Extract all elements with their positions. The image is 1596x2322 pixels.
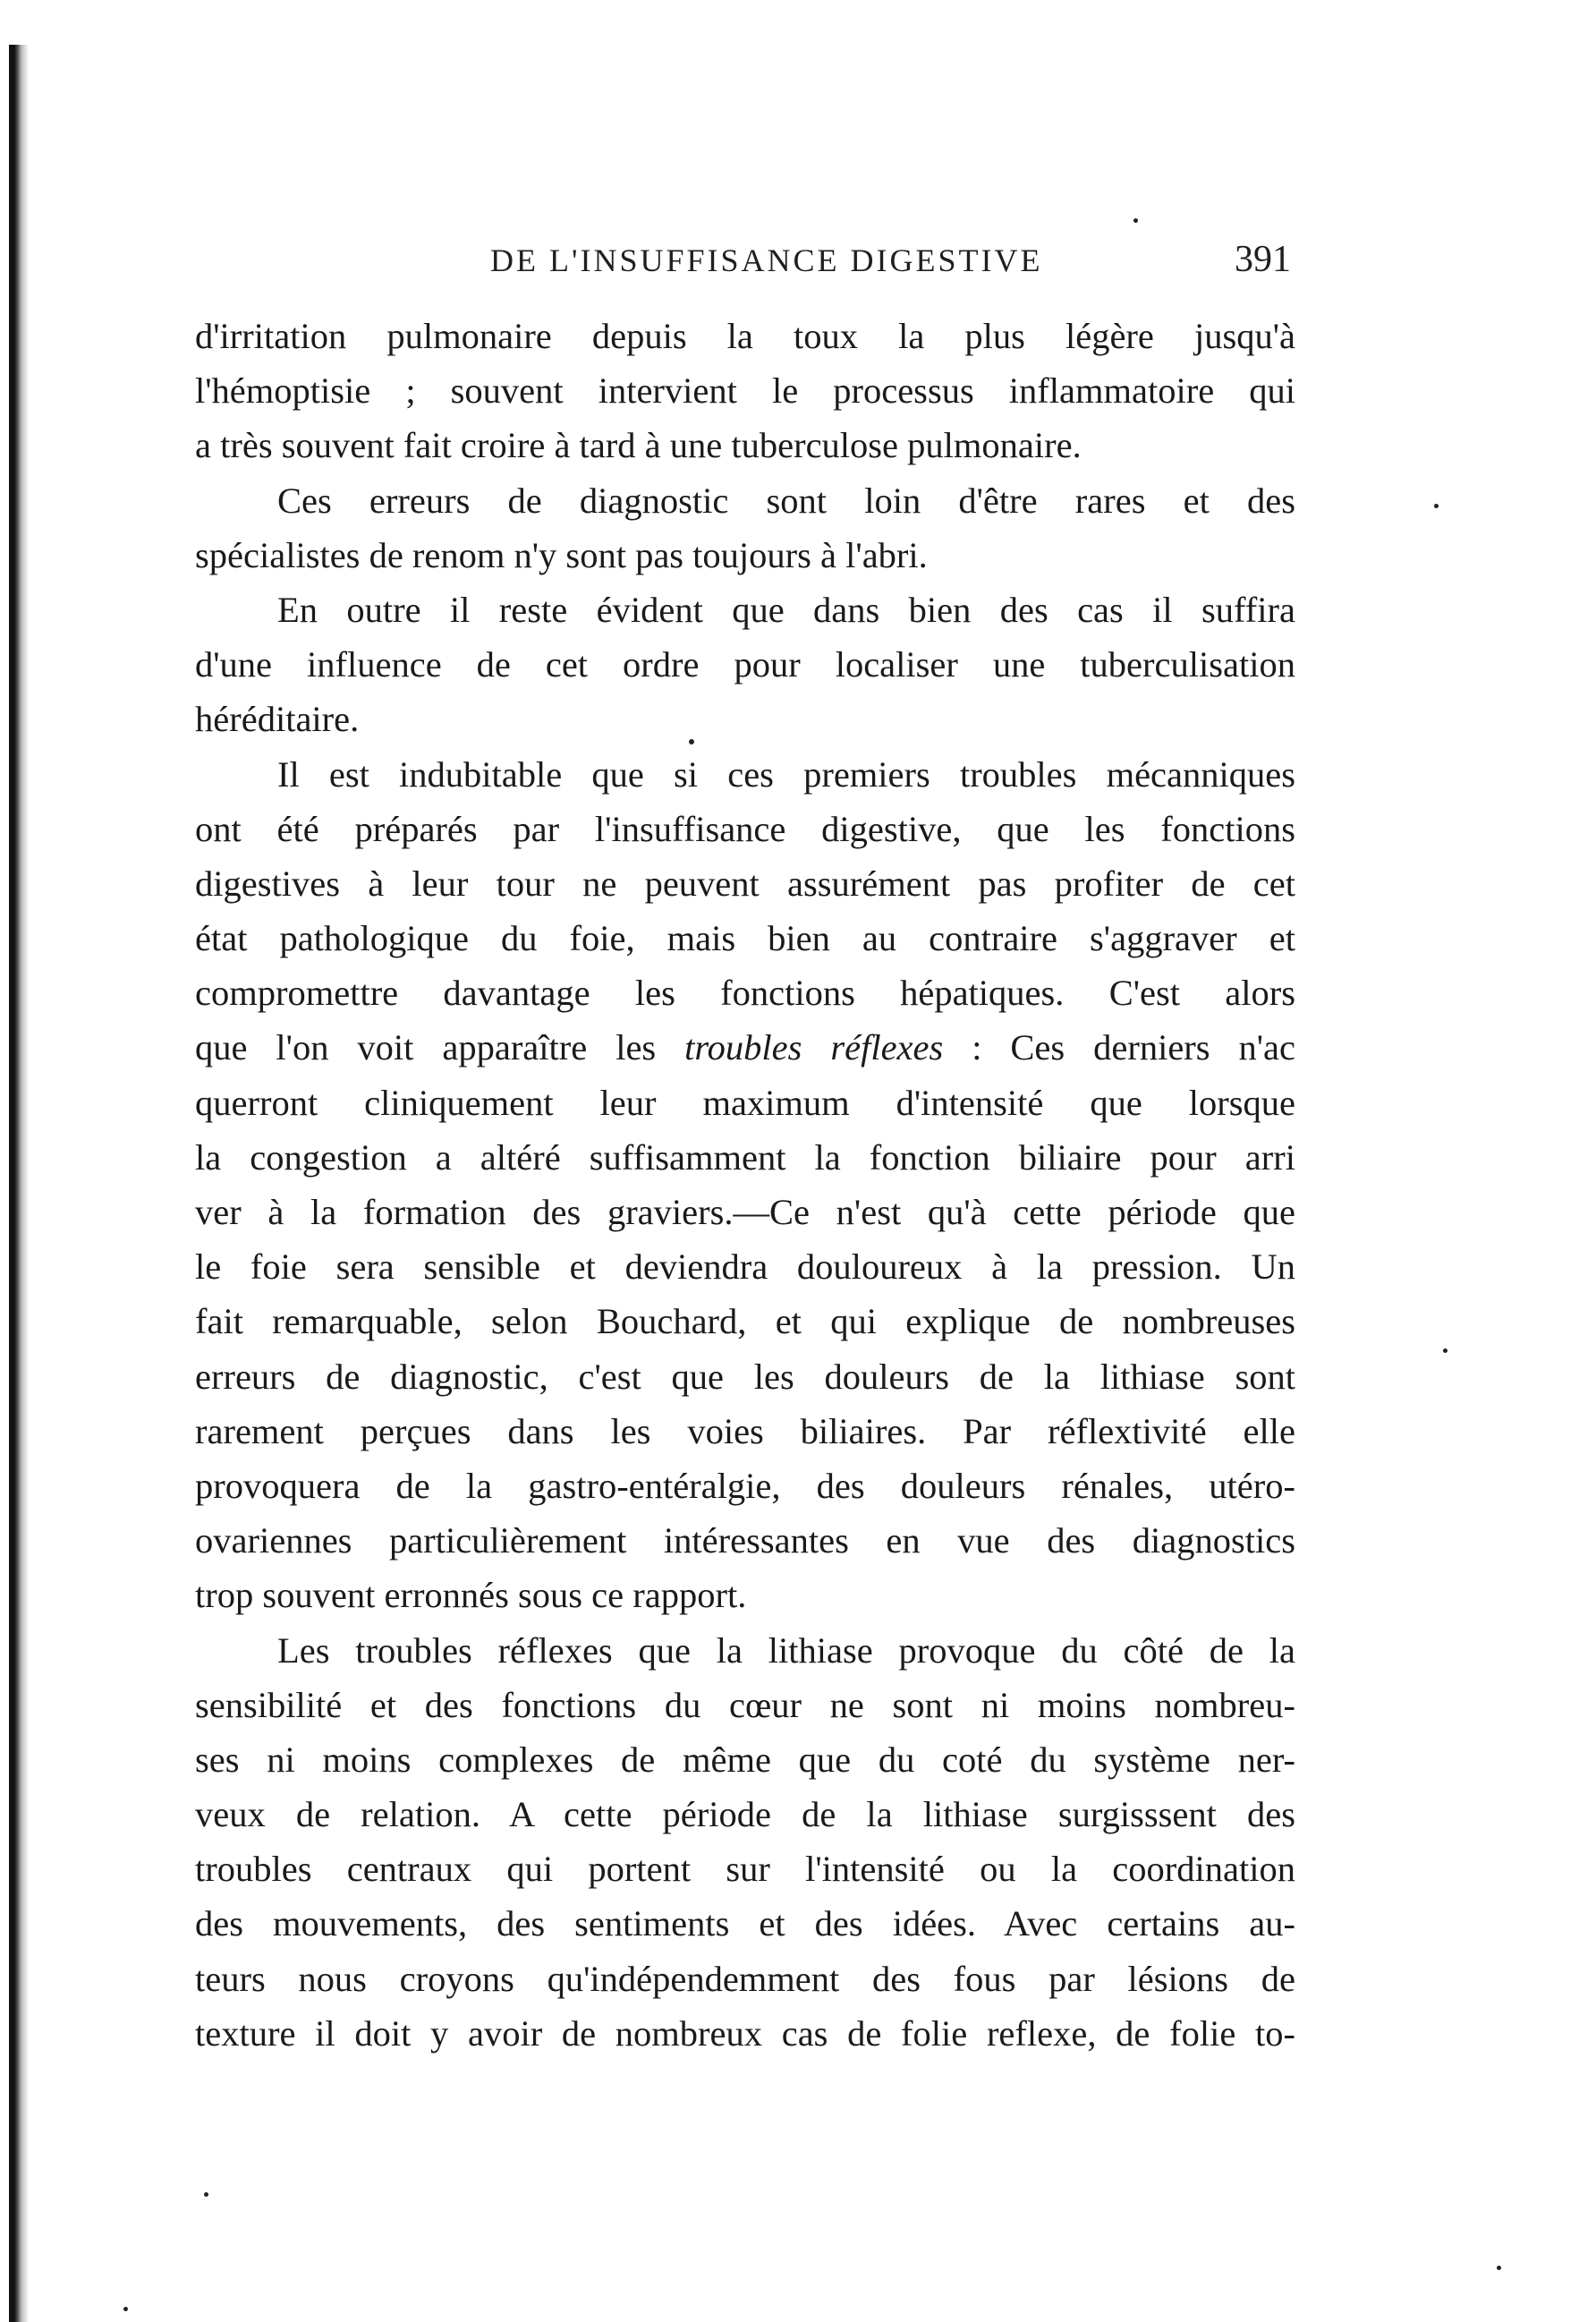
text-line: compromettre davantage les fonctions hépatiques. C'est alors	[195, 973, 1295, 1014]
text-line: spécialistes de renom n'y sont pas toujours à l'abri.	[195, 534, 928, 575]
text-line: ver à la formation des graviers.—Ce n'est qu'à cette période que	[195, 1192, 1295, 1232]
scan-speck	[1497, 2266, 1501, 2270]
text-line: ovariennes particulièrement intéressantes en vue des diagnostics	[195, 1520, 1295, 1561]
text-line: la congestion a altéré suffisamment la fonction biliaire pour arri	[195, 1136, 1295, 1178]
text-line: teurs nous croyons qu'indépendemment des fous par lésions de	[195, 1958, 1295, 1999]
paragraph-start: Les troubles réflexes que la lithiase provoque du côté de la	[277, 1629, 1295, 1671]
text-line: héréditaire.	[195, 699, 360, 740]
text-line: texture il doit y avoir de nombreux cas de folie reflexe, de folie to-	[195, 2012, 1295, 2054]
text-line: le foie sera sensible et deviendra douloureux à la pression. Un	[195, 1246, 1295, 1288]
binding-edge	[9, 45, 29, 2322]
italic-term: troubles réflexes	[684, 1027, 944, 1068]
text-line-with-italic	[195, 1020, 1295, 1075]
scan-speck	[689, 739, 694, 744]
text-line: troubles centraux qui portent sur l'intensité ou la coordination	[195, 1849, 1295, 1890]
text-line: trop souvent erronnés sous ce rapport.	[195, 1575, 747, 1616]
running-head: DE L'INSUFFISANCE DIGESTIVE	[490, 242, 1043, 278]
text-line: rarement perçues dans les voies biliaires. Par réflextivité elle	[195, 1410, 1295, 1451]
text-line: d'irritation pulmonaire depuis la toux la plus légère jusqu'à	[195, 316, 1295, 356]
paragraph-start: En outre il reste évident que dans bien des cas il suffira	[277, 589, 1295, 630]
scan-speck	[1443, 1348, 1447, 1353]
scan-speck	[1434, 504, 1439, 508]
text-line: sensibilité et des fonctions du cœur ne sont ni moins nombreu-	[195, 1684, 1295, 1725]
scan-speck	[204, 2192, 208, 2197]
paragraph-start: Ces erreurs de diagnostic sont loin d'être rares et des	[277, 480, 1295, 521]
text-line: digestives à leur tour ne peuvent assurément pas profiter de cet	[195, 863, 1295, 904]
scan-speck	[123, 2307, 128, 2311]
text-line: querront cliniquement leur maximum d'intensité que lorsque	[195, 1082, 1295, 1123]
scan-speck	[1133, 218, 1138, 223]
text-line: état pathologique du foie, mais bien au contraire s'aggraver et	[195, 918, 1295, 959]
text-line: veux de relation. A cette période de la lithiase surgisssent des	[195, 1794, 1295, 1835]
text-line: d'une influence de cet ordre pour localiser une tuberculisation	[195, 644, 1295, 685]
text-line: ses ni moins complexes de même que du coté du système ner-	[195, 1739, 1295, 1780]
paragraph-start: Il est indubitable que si ces premiers troubles mécanniques	[277, 753, 1295, 795]
text-line: l'hémoptisie ; souvent intervient le processus inflammatoire qui	[195, 370, 1295, 412]
text-line: provoquera de la gastro-entéralgie, des douleurs rénales, utéro-	[195, 1465, 1295, 1506]
text-fragment: : Ces derniers n'ac	[972, 1027, 1295, 1068]
text-fragment: que l'on voit apparaître les	[195, 1027, 657, 1068]
text-line: a très souvent fait croire à tard à une tuberculose pulmonaire.	[195, 425, 1082, 466]
text-line: ont été préparés par l'insuffisance digestive, que les fonctions	[195, 808, 1295, 849]
body-text	[195, 309, 1295, 2061]
text-line: des mouvements, des sentiments et des idées. Avec certains au-	[195, 1903, 1295, 1944]
page-number: 391	[1235, 239, 1291, 280]
text-line: erreurs de diagnostic, c'est que les douleurs de la lithiase sont	[195, 1356, 1295, 1397]
text-line: fait remarquable, selon Bouchard, et qui explique de nombreuses	[195, 1301, 1295, 1342]
